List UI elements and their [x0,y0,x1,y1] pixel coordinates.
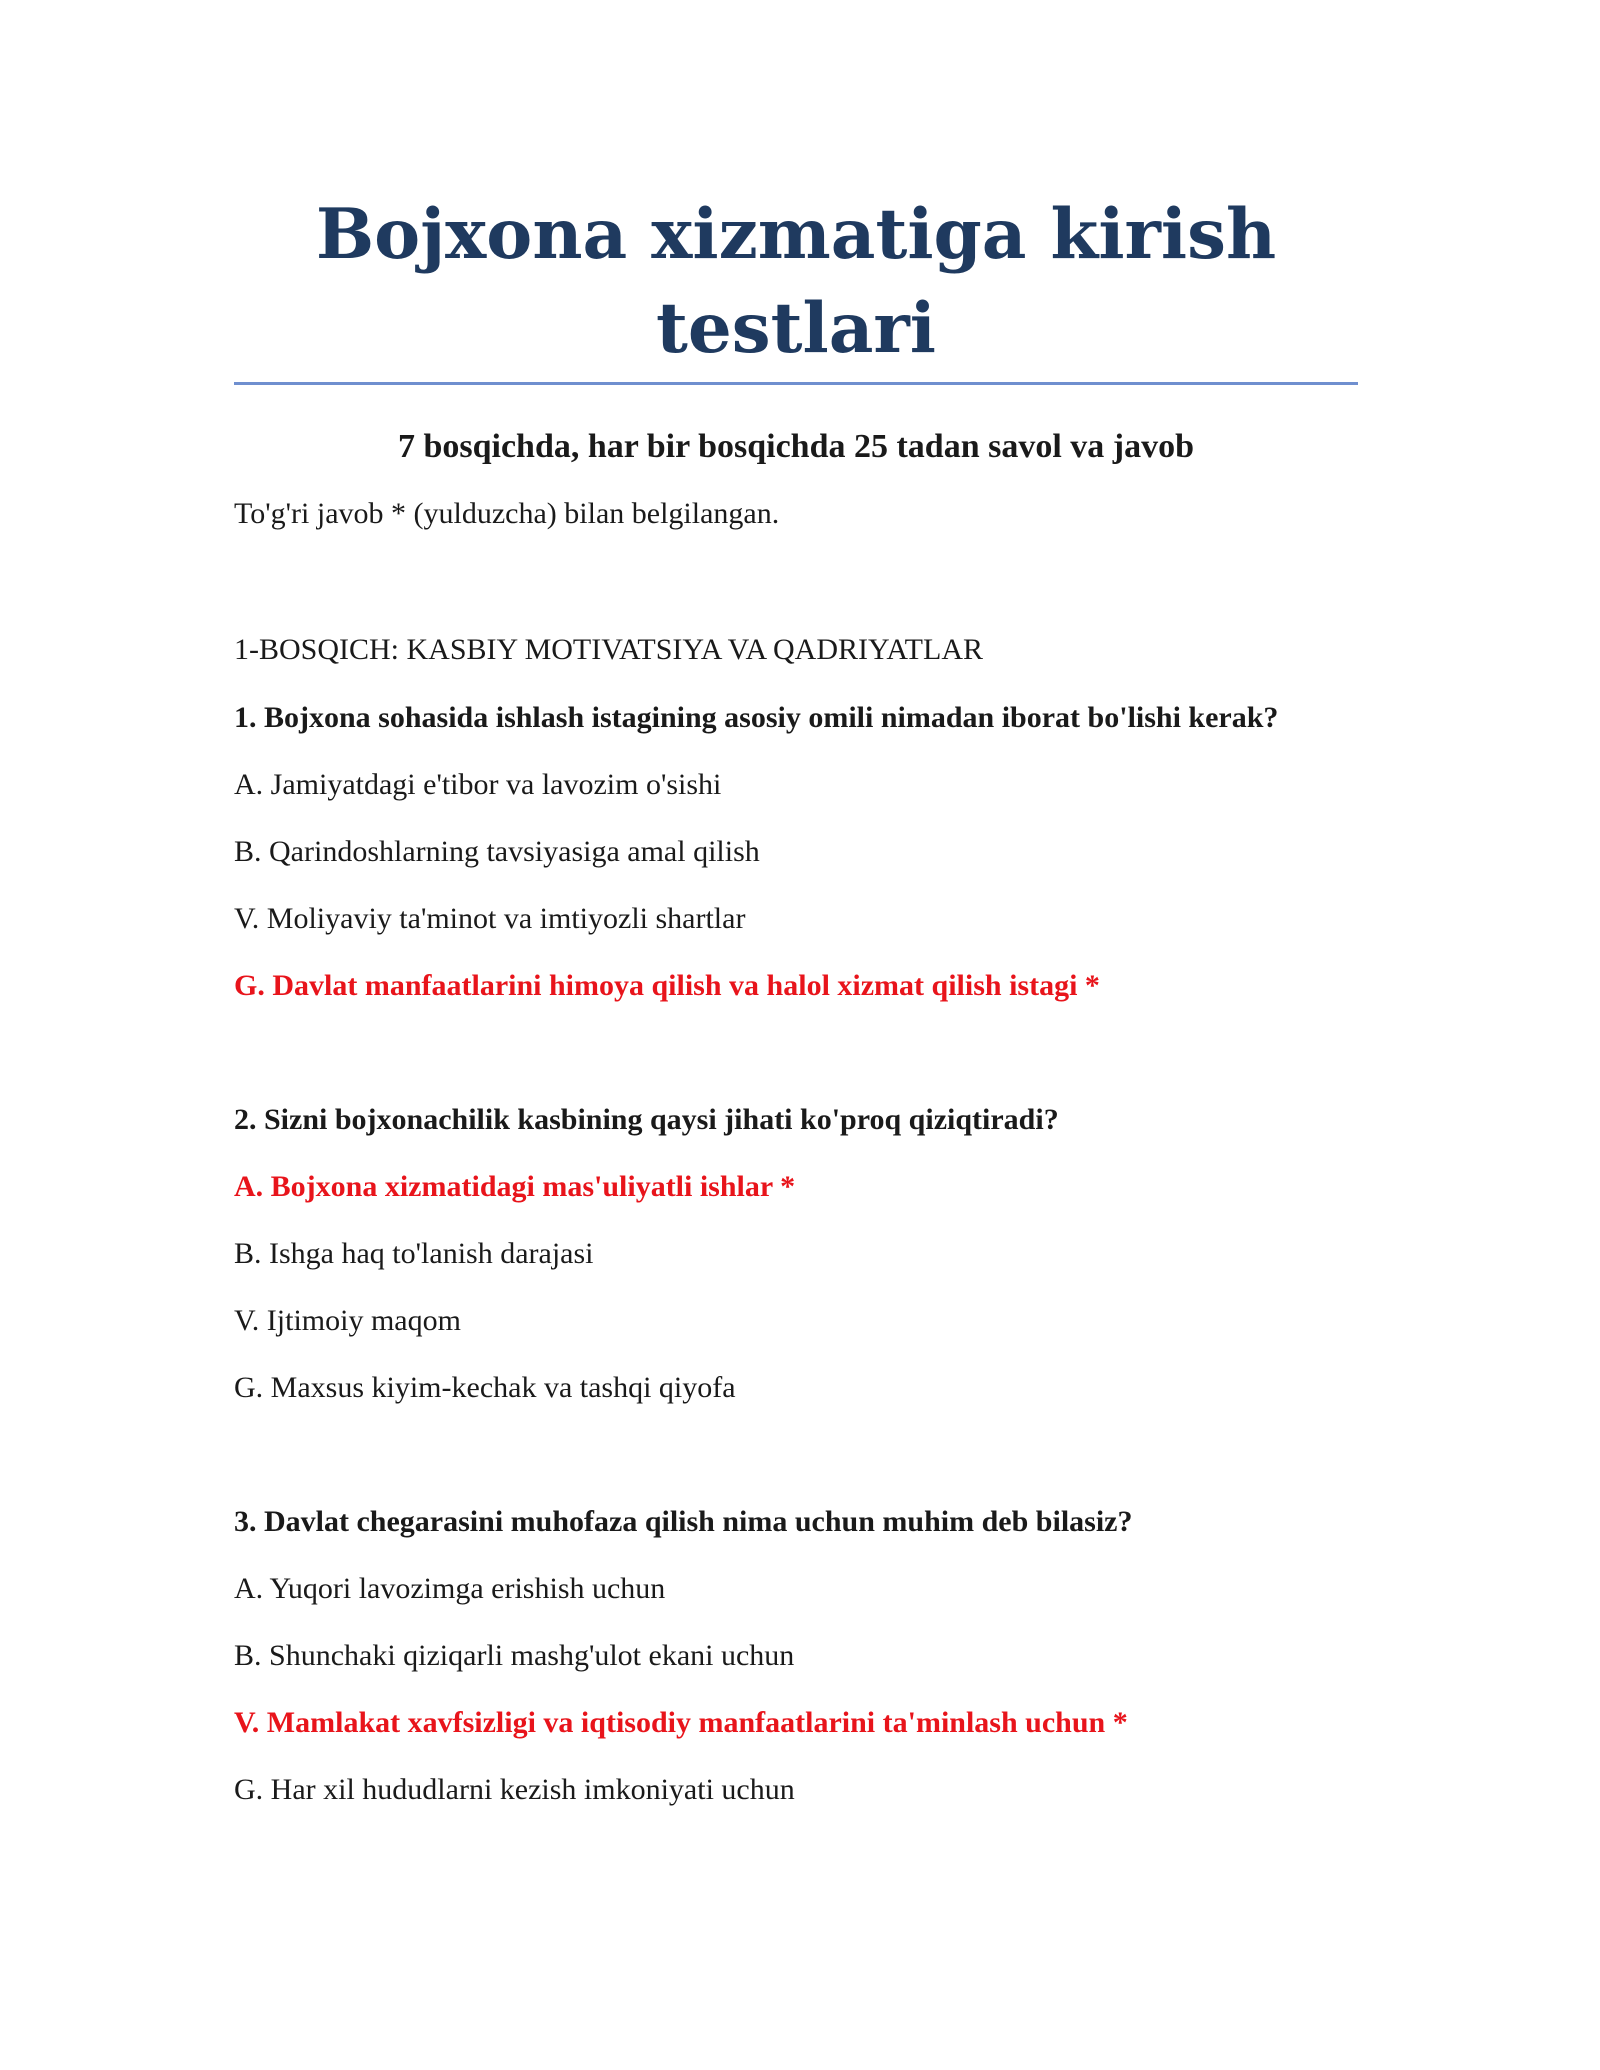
question-2-option-v: V. Ijtimoiy maqom [234,1304,461,1337]
answer-key-note: To'g'ri javob * (yulduzcha) bilan belgilangan. [234,497,780,530]
document-title: Bojxona xizmatiga kirish testlari [315,194,1277,369]
question-1-option-a: A. Jamiyatdagi e'tibor va lavozim o'sishi [234,768,722,801]
question-2: 2. Sizni bojxonachilik kasbining qaysi jihati ko'proq qiziqtiradi? [234,1103,1059,1136]
question-1-option-v: V. Moliyaviy ta'minot va imtiyozli shartlar [234,902,746,935]
question-2-option-b: B. Ishga haq to'lanish darajasi [234,1237,594,1270]
question-1: 1. Bojxona sohasida ishlash istagining asosiy omili nimadan iborat bo'lishi kerak? [234,701,1279,734]
question-2-option-a-correct: A. Bojxona xizmatidagi mas'uliyatli ishlar * [234,1170,796,1203]
title-divider [234,382,1358,385]
question-1-option-b: B. Qarindoshlarning tavsiyasiga amal qilish [234,835,760,868]
question-2-option-g: G. Maxsus kiyim-kechak va tashqi qiyofa [234,1371,736,1404]
question-3-option-a: A. Yuqori lavozimga erishish uchun [234,1572,666,1605]
question-3-option-v-correct: V. Mamlakat xavfsizligi va iqtisodiy manfaatlarini ta'minlash uchun * [234,1706,1128,1739]
question-1-option-g-correct: G. Davlat manfaatlarini himoya qilish va halol xizmat qilish istagi * [234,969,1100,1002]
section-heading: 1-BOSQICH: KASBIY MOTIVATSIYA VA QADRIYATLAR [234,633,983,666]
question-3-option-b: B. Shunchaki qiziqarli mashg'ulot ekani uchun [234,1639,795,1672]
question-3: 3. Davlat chegarasini muhofaza qilish nima uchun muhim deb bilasiz? [234,1505,1133,1538]
question-3-option-g: G. Har xil hududlarni kezish imkoniyati uchun [234,1773,795,1806]
document-subtitle: 7 bosqichda, har bir bosqichda 25 tadan savol va javob [397,428,1195,465]
